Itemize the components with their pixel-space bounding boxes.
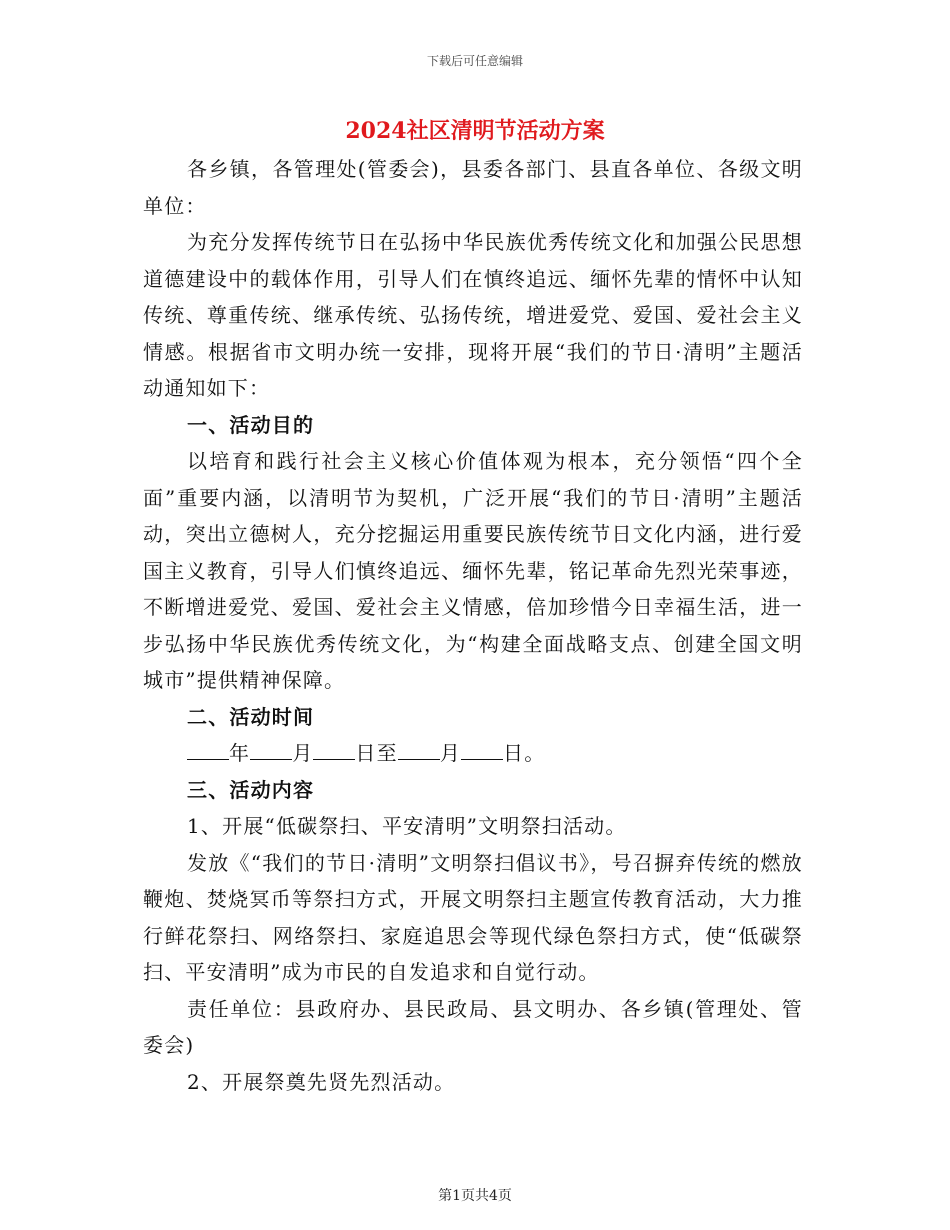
document-title: 2024社区清明节活动方案 (345, 118, 605, 144)
content-item1-title: 1、开展“低碳祭扫、平安清明”文明祭扫活动。 (187, 814, 627, 838)
document-body (143, 151, 803, 1100)
page-header-note: 下载后可任意编辑 (426, 54, 523, 68)
month-label-2: 月 (439, 741, 462, 765)
day-blank-2 (461, 737, 503, 760)
content-item2-title: 2、开展祭奠先贤先烈活动。 (187, 1069, 456, 1094)
month-label-1: 月 (292, 741, 314, 765)
purpose-paragraph: 以培育和践行社会主义核心价值体观为根本，充分领悟“四个全面”重要内涵，以清明节为契机，广泛开展“我们的节日·清明”主题活动，突出立德树人，充分挖掘运用重要民族传统节日文化内涵，进行爱国主义教育，引导人们慎终追远、缅怀先辈，铭记革命先烈光荣事迹，不断增进爱党、爱国、爱社会主义情感，倍加珍惜今日幸福生活，进一步弘扬中华民族优秀传统文化，为“构建全面战略支点、创建全国文明城市”提供精神保障。 (143, 449, 803, 692)
year-label: 年 (229, 741, 251, 765)
day-end-label: 日。 (503, 741, 546, 765)
month-blank-1 (250, 737, 292, 760)
month-blank-2 (398, 737, 440, 760)
salutation: 各乡镇，各管理处(管委会)，县委各部门、县直各单位、各级文明单位： (143, 157, 803, 218)
content-item1-text: 发放《“我们的节日·清明”文明祭扫倡议书》，号召摒弃传统的燃放鞭炮、焚烧冥币等祭扫方式，开展文明祭扫主题宣传教育活动，大力推行鲜花祭扫、网络祭扫、家庭追思会等现代绿色祭扫方式，使“低碳祭扫、平安清明”成为市民的自发追求和自觉行动。 (143, 850, 803, 984)
day-to-label: 日至 (355, 741, 398, 765)
intro-paragraph: 为充分发挥传统节日在弘扬中华民族优秀传统文化和加强公民思想道德建设中的载体作用，引导人们在慎终追远、缅怀先辈的情怀中认知传统、尊重传统、继承传统、弘扬传统，增进爱党、爱国、爱社会主义情感。根据省市文明办统一安排，现将开展“我们的节日·清明”主题活动通知如下： (143, 230, 803, 400)
section-heading-purpose: 一、活动目的 (187, 412, 315, 437)
content-item1-responsible: 责任单位：县政府办、县民政局、县文明办、各乡镇(管理处、管委会) (143, 996, 803, 1057)
section-heading-content: 三、活动内容 (187, 777, 315, 802)
page-number: 第1页共4页 (438, 1188, 512, 1204)
year-blank (187, 737, 229, 760)
section-heading-time: 二、活动时间 (187, 704, 315, 729)
time-line (143, 735, 803, 772)
day-blank-1 (313, 737, 355, 760)
